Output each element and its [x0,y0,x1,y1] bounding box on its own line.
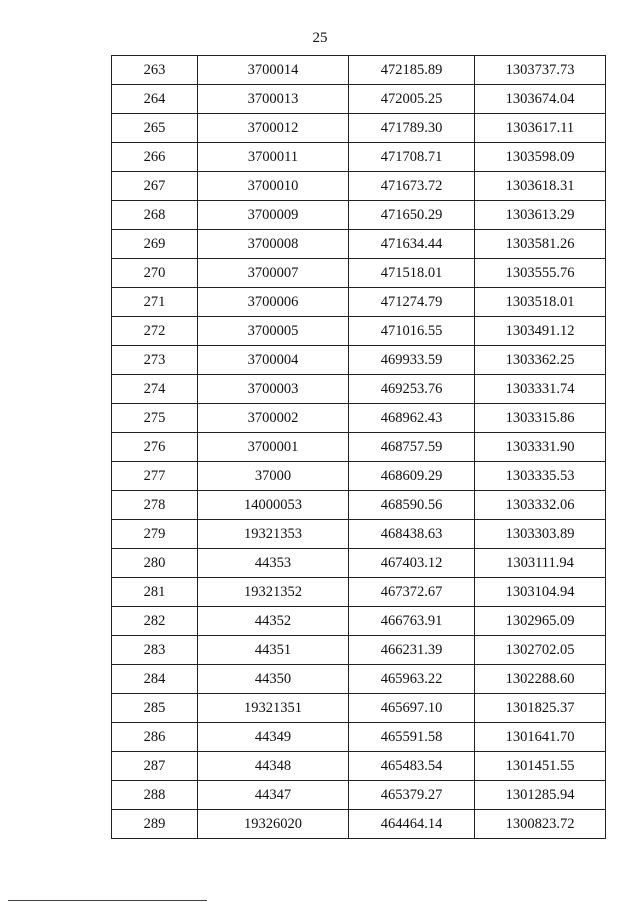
row-number-cell: 278 [112,491,198,520]
y-coordinate-cell: 1303331.90 [475,433,606,462]
point-id-cell: 44349 [198,723,349,752]
row-number-cell: 276 [112,433,198,462]
x-coordinate-cell: 471673.72 [349,172,475,201]
row-number-cell: 270 [112,259,198,288]
x-coordinate-cell: 472005.25 [349,85,475,114]
row-number-cell: 289 [112,810,198,839]
x-coordinate-cell: 465963.22 [349,665,475,694]
y-coordinate-cell: 1303332.06 [475,491,606,520]
row-number-cell: 271 [112,288,198,317]
row-number-cell: 285 [112,694,198,723]
x-coordinate-cell: 471634.44 [349,230,475,259]
table-body [112,56,606,839]
point-id-cell: 44348 [198,752,349,781]
table-row [112,694,606,723]
x-coordinate-cell: 468757.59 [349,433,475,462]
x-coordinate-cell: 469253.76 [349,375,475,404]
table-row [112,404,606,433]
x-coordinate-cell: 464464.14 [349,810,475,839]
row-number-cell: 279 [112,520,198,549]
table-row [112,346,606,375]
table-row [112,549,606,578]
table-row [112,752,606,781]
point-id-cell: 44352 [198,607,349,636]
y-coordinate-cell: 1301825.37 [475,694,606,723]
x-coordinate-cell: 471789.30 [349,114,475,143]
table-row [112,578,606,607]
row-number-cell: 282 [112,607,198,636]
x-coordinate-cell: 468962.43 [349,404,475,433]
row-number-cell: 272 [112,317,198,346]
row-number-cell: 263 [112,56,198,85]
point-id-cell: 3700011 [198,143,349,172]
y-coordinate-cell: 1303335.53 [475,462,606,491]
point-id-cell: 19321352 [198,578,349,607]
y-coordinate-cell: 1303581.26 [475,230,606,259]
row-number-cell: 286 [112,723,198,752]
row-number-cell: 288 [112,781,198,810]
x-coordinate-cell: 471274.79 [349,288,475,317]
x-coordinate-cell: 471650.29 [349,201,475,230]
row-number-cell: 284 [112,665,198,694]
x-coordinate-cell: 471708.71 [349,143,475,172]
y-coordinate-cell: 1303303.89 [475,520,606,549]
point-id-cell: 3700001 [198,433,349,462]
table-row [112,172,606,201]
row-number-cell: 283 [112,636,198,665]
y-coordinate-cell: 1303104.94 [475,578,606,607]
point-id-cell: 3700008 [198,230,349,259]
row-number-cell: 273 [112,346,198,375]
table-row [112,143,606,172]
table-row [112,317,606,346]
point-id-cell: 14000053 [198,491,349,520]
table-row [112,723,606,752]
y-coordinate-cell: 1303518.01 [475,288,606,317]
point-id-cell: 3700005 [198,317,349,346]
row-number-cell: 265 [112,114,198,143]
row-number-cell: 275 [112,404,198,433]
table-row [112,491,606,520]
y-coordinate-cell: 1300823.72 [475,810,606,839]
point-id-cell: 3700012 [198,114,349,143]
table-row [112,665,606,694]
x-coordinate-cell: 467372.67 [349,578,475,607]
table-row [112,607,606,636]
point-id-cell: 44350 [198,665,349,694]
point-id-cell: 3700004 [198,346,349,375]
x-coordinate-cell: 468609.29 [349,462,475,491]
table-row [112,810,606,839]
table-row [112,114,606,143]
x-coordinate-cell: 466763.91 [349,607,475,636]
point-id-cell: 3700014 [198,56,349,85]
point-id-cell: 3700007 [198,259,349,288]
y-coordinate-cell: 1303674.04 [475,85,606,114]
row-number-cell: 266 [112,143,198,172]
x-coordinate-cell: 468590.56 [349,491,475,520]
point-id-cell: 3700009 [198,201,349,230]
x-coordinate-cell: 465483.54 [349,752,475,781]
point-id-cell: 3700006 [198,288,349,317]
point-id-cell: 44351 [198,636,349,665]
row-number-cell: 269 [112,230,198,259]
coordinates-table [111,55,606,839]
table-row [112,201,606,230]
table-row [112,781,606,810]
table-row [112,520,606,549]
y-coordinate-cell: 1303617.11 [475,114,606,143]
point-id-cell: 3700010 [198,172,349,201]
row-number-cell: 267 [112,172,198,201]
x-coordinate-cell: 472185.89 [349,56,475,85]
row-number-cell: 287 [112,752,198,781]
table-row [112,56,606,85]
footnote-rule [8,900,207,901]
y-coordinate-cell: 1303613.29 [475,201,606,230]
y-coordinate-cell: 1303111.94 [475,549,606,578]
x-coordinate-cell: 466231.39 [349,636,475,665]
x-coordinate-cell: 468438.63 [349,520,475,549]
point-id-cell: 19326020 [198,810,349,839]
y-coordinate-cell: 1303618.31 [475,172,606,201]
y-coordinate-cell: 1303491.12 [475,317,606,346]
y-coordinate-cell: 1303598.09 [475,143,606,172]
table-row [112,636,606,665]
point-id-cell: 3700003 [198,375,349,404]
table-row [112,433,606,462]
row-number-cell: 264 [112,85,198,114]
table-row [112,462,606,491]
page-number: 25 [312,30,328,46]
point-id-cell: 3700013 [198,85,349,114]
y-coordinate-cell: 1303315.86 [475,404,606,433]
point-id-cell: 44353 [198,549,349,578]
y-coordinate-cell: 1302702.05 [475,636,606,665]
table-row [112,288,606,317]
y-coordinate-cell: 1303555.76 [475,259,606,288]
point-id-cell: 19321351 [198,694,349,723]
row-number-cell: 280 [112,549,198,578]
row-number-cell: 274 [112,375,198,404]
table-row [112,230,606,259]
y-coordinate-cell: 1302965.09 [475,607,606,636]
x-coordinate-cell: 467403.12 [349,549,475,578]
y-coordinate-cell: 1301641.70 [475,723,606,752]
x-coordinate-cell: 471016.55 [349,317,475,346]
x-coordinate-cell: 465591.58 [349,723,475,752]
x-coordinate-cell: 469933.59 [349,346,475,375]
y-coordinate-cell: 1303331.74 [475,375,606,404]
point-id-cell: 44347 [198,781,349,810]
y-coordinate-cell: 1301285.94 [475,781,606,810]
point-id-cell: 37000 [198,462,349,491]
y-coordinate-cell: 1303362.25 [475,346,606,375]
row-number-cell: 281 [112,578,198,607]
y-coordinate-cell: 1303737.73 [475,56,606,85]
table-row [112,375,606,404]
table-row [112,85,606,114]
point-id-cell: 19321353 [198,520,349,549]
x-coordinate-cell: 465379.27 [349,781,475,810]
x-coordinate-cell: 465697.10 [349,694,475,723]
point-id-cell: 3700002 [198,404,349,433]
y-coordinate-cell: 1302288.60 [475,665,606,694]
y-coordinate-cell: 1301451.55 [475,752,606,781]
row-number-cell: 277 [112,462,198,491]
x-coordinate-cell: 471518.01 [349,259,475,288]
table-row [112,259,606,288]
row-number-cell: 268 [112,201,198,230]
